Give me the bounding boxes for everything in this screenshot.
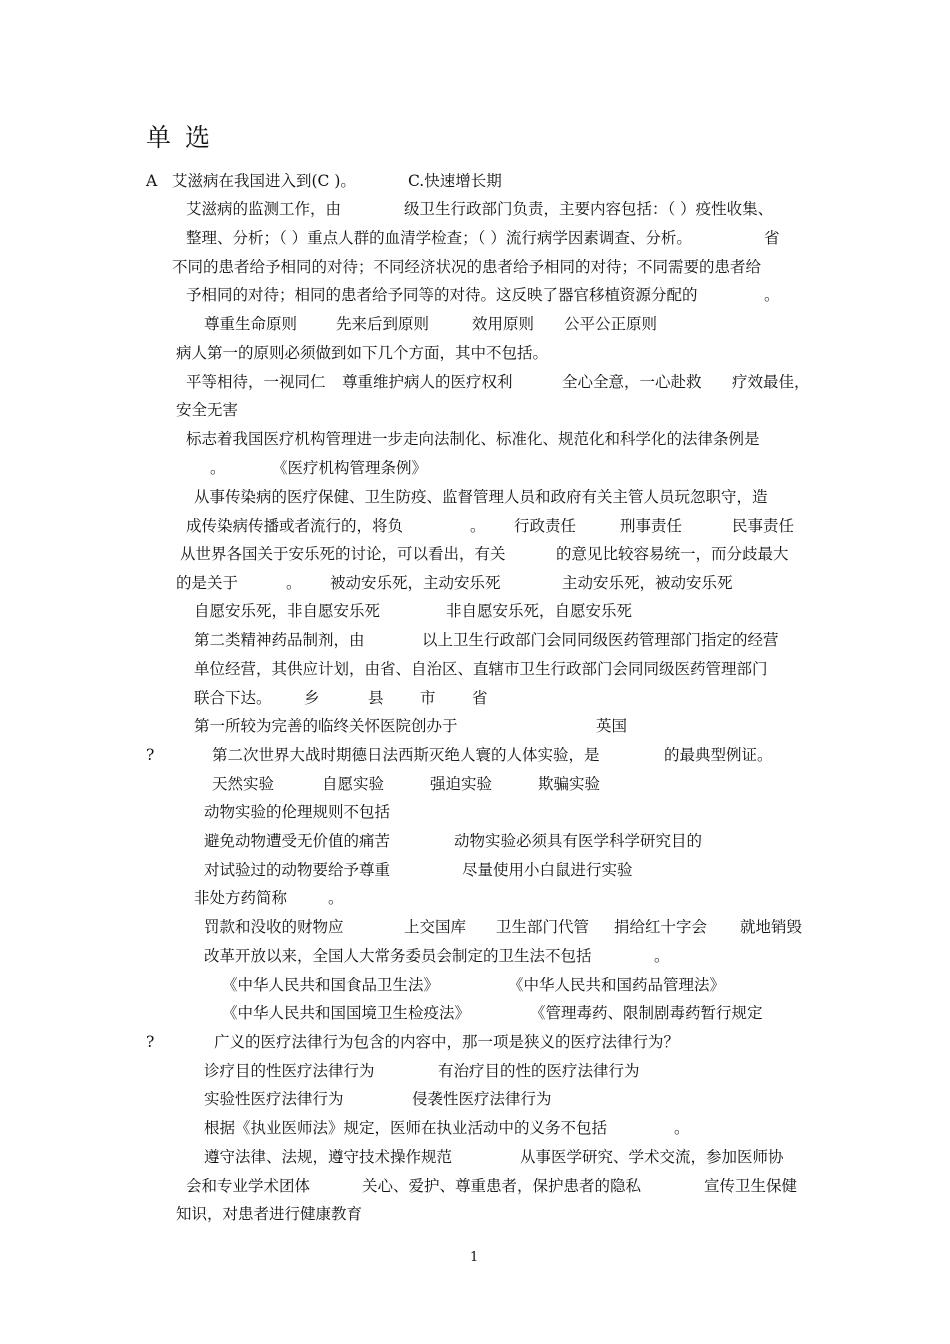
text-line: 民事责任 xyxy=(732,517,795,535)
text-line: 《中华人民共和国国境卫生检疫法》 xyxy=(222,1004,471,1022)
text-line: 艾滋病在我国进入到(C )。 xyxy=(172,172,356,190)
text-line: 天然实验 xyxy=(212,775,275,793)
text-line: 遵守法律、法规，遵守技术操作规范 xyxy=(204,1148,453,1166)
text-line: 市 xyxy=(420,689,436,707)
text-line: 非处方药简称 xyxy=(194,889,288,907)
text-line: 的最典型例证。 xyxy=(664,746,773,764)
text-line: 病人第一的原则必须做到如下几个方面，其中不包括。 xyxy=(176,344,549,362)
text-line: ? xyxy=(146,1033,155,1051)
text-line: 。 xyxy=(328,889,344,907)
text-line: 卫生部门代管 xyxy=(496,918,590,936)
text-line: 乡 xyxy=(304,689,320,707)
text-line: ? xyxy=(146,746,155,764)
text-line: 。 xyxy=(764,286,780,304)
text-line: 《中华人民共和国药品管理法》 xyxy=(508,976,726,994)
text-line: 诊疗目的性医疗法律行为 xyxy=(204,1062,375,1080)
text-line: 动物实验的伦理规则不包括 xyxy=(204,803,391,821)
text-line: 《医疗机构管理条例》 xyxy=(272,459,428,477)
text-line: 自愿实验 xyxy=(322,775,385,793)
text-line: 知识，对患者进行健康教育 xyxy=(176,1205,363,1223)
text-line: 安全无害 xyxy=(176,401,239,419)
text-line: 县 xyxy=(368,689,384,707)
text-line: 平等相待，一视同仁 xyxy=(186,373,326,391)
text-line: 尊重生命原则 xyxy=(204,315,298,333)
text-line: 从世界各国关于安乐死的讨论，可以看出，有关 xyxy=(180,545,506,563)
text-line: 。 xyxy=(210,459,226,477)
text-line: 单位经营，其供应计划，由省、自治区、直辖市卫生行政部门会同同级医药管理部门 xyxy=(194,660,768,678)
text-line: 的意见比较容易统一，而分歧最大 xyxy=(556,545,789,563)
text-line: 第一所较为完善的临终关怀医院创办于 xyxy=(194,717,458,735)
text-line: 从事医学研究、学术交流，参加医师协 xyxy=(520,1148,784,1166)
text-line: 省 xyxy=(764,229,780,247)
text-line: 尊重维护病人的医疗权利 xyxy=(342,373,513,391)
text-line: 被动安乐死，主动安乐死 xyxy=(330,574,501,592)
page-title: 单选 xyxy=(146,123,225,152)
text-line: 实验性医疗法律行为 xyxy=(204,1090,344,1108)
text-line: 标志着我国医疗机构管理进一步走向法制化、标准化、规范化和科学化的法律条例是 xyxy=(186,430,760,448)
text-line: 上交国库 xyxy=(404,918,467,936)
text-line: 对试验过的动物要给予尊重 xyxy=(204,861,391,879)
text-line: 英国 xyxy=(596,717,628,735)
text-line: 宣传卫生保健 xyxy=(704,1177,798,1195)
text-line: 罚款和没收的财物应 xyxy=(204,918,344,936)
text-line: 欺骗实验 xyxy=(538,775,601,793)
text-line: 公平公正原则 xyxy=(564,315,658,333)
text-line: 。 xyxy=(654,947,670,965)
text-line: 强迫实验 xyxy=(430,775,493,793)
text-line: 非自愿安乐死，自愿安乐死 xyxy=(446,602,633,620)
text-line: 第二次世界大战时期德日法西斯灭绝人寰的人体实验，是 xyxy=(212,746,600,764)
text-line: 予相同的对待；相同的患者给予同等的对待。这反映了器官移植资源分配的 xyxy=(186,286,698,304)
text-line: 就地销毁 xyxy=(740,918,803,936)
text-line: 级卫生行政部门负责，主要内容包括：（ ）疫性收集、 xyxy=(404,200,774,218)
text-line: 主动安乐死，被动安乐死 xyxy=(562,574,733,592)
text-line: 。 xyxy=(470,517,486,535)
text-line: 以上卫生行政部门会同同级医药管理部门指定的经营 xyxy=(422,631,779,649)
text-line: 艾滋病的监测工作，由 xyxy=(186,200,342,218)
text-line: 先来后到原则 xyxy=(336,315,430,333)
text-line: 全心全意，一心赴救 xyxy=(562,373,702,391)
text-line: 省 xyxy=(472,689,488,707)
text-line: 避免动物遭受无价值的痛苦 xyxy=(204,832,391,850)
text-line: 《管理毒药、限制剧毒药暂行规定 xyxy=(530,1004,763,1022)
text-line: 侵袭性医疗法律行为 xyxy=(412,1090,552,1108)
text-line: 不同的患者给予相同的对待；不同经济状况的患者给予相同的对待；不同需要的患者给 xyxy=(172,258,762,276)
text-line: 关心、爱护、尊重患者，保护患者的隐私 xyxy=(362,1177,642,1195)
text-line: 根据《执业医师法》规定，医师在执业活动中的义务不包括 xyxy=(204,1119,608,1137)
text-line: 效用原则 xyxy=(472,315,535,333)
text-line: 刑事责任 xyxy=(620,517,683,535)
text-line: 行政责任 xyxy=(514,517,577,535)
text-line: 。 xyxy=(286,574,302,592)
text-line: 疗效最佳， xyxy=(732,373,810,391)
page-number: 1 xyxy=(470,1250,479,1265)
text-line: 自愿安乐死，非自愿安乐死 xyxy=(194,602,381,620)
text-line: 有治疗目的性的医疗法律行为 xyxy=(438,1062,640,1080)
text-line: 成传染病传播或者流行的，将负 xyxy=(186,517,404,535)
text-line: 广义的医疗法律行为包含的内容中，那一项是狭义的医疗法律行为？ xyxy=(214,1033,680,1051)
text-line: 动物实验必须具有医学科学研究目的 xyxy=(454,832,703,850)
text-line: 。 xyxy=(674,1119,690,1137)
text-line: A xyxy=(146,172,158,190)
text-line: 整理、分析；（ ）重点人群的血清学检查；（ ）流行病学因素调查、分析。 xyxy=(186,229,692,247)
text-line: 的是关于 xyxy=(176,574,239,592)
text-line: 从事传染病的医疗保健、卫生防疫、监督管理人员和政府有关主管人员玩忽职守，造 xyxy=(194,488,768,506)
text-line: C.快速增长期 xyxy=(408,172,502,190)
text-line: 捐给红十字会 xyxy=(614,918,708,936)
text-line: 联合下达。 xyxy=(194,689,272,707)
text-line: 《中华人民共和国食品卫生法》 xyxy=(222,976,440,994)
text-line: 尽量使用小白鼠进行实验 xyxy=(462,861,633,879)
text-line: 改革开放以来，全国人大常务委员会制定的卫生法不包括 xyxy=(204,947,592,965)
text-line: 会和专业学术团体 xyxy=(186,1177,311,1195)
text-line: 第二类精神药品制剂，由 xyxy=(194,631,365,649)
